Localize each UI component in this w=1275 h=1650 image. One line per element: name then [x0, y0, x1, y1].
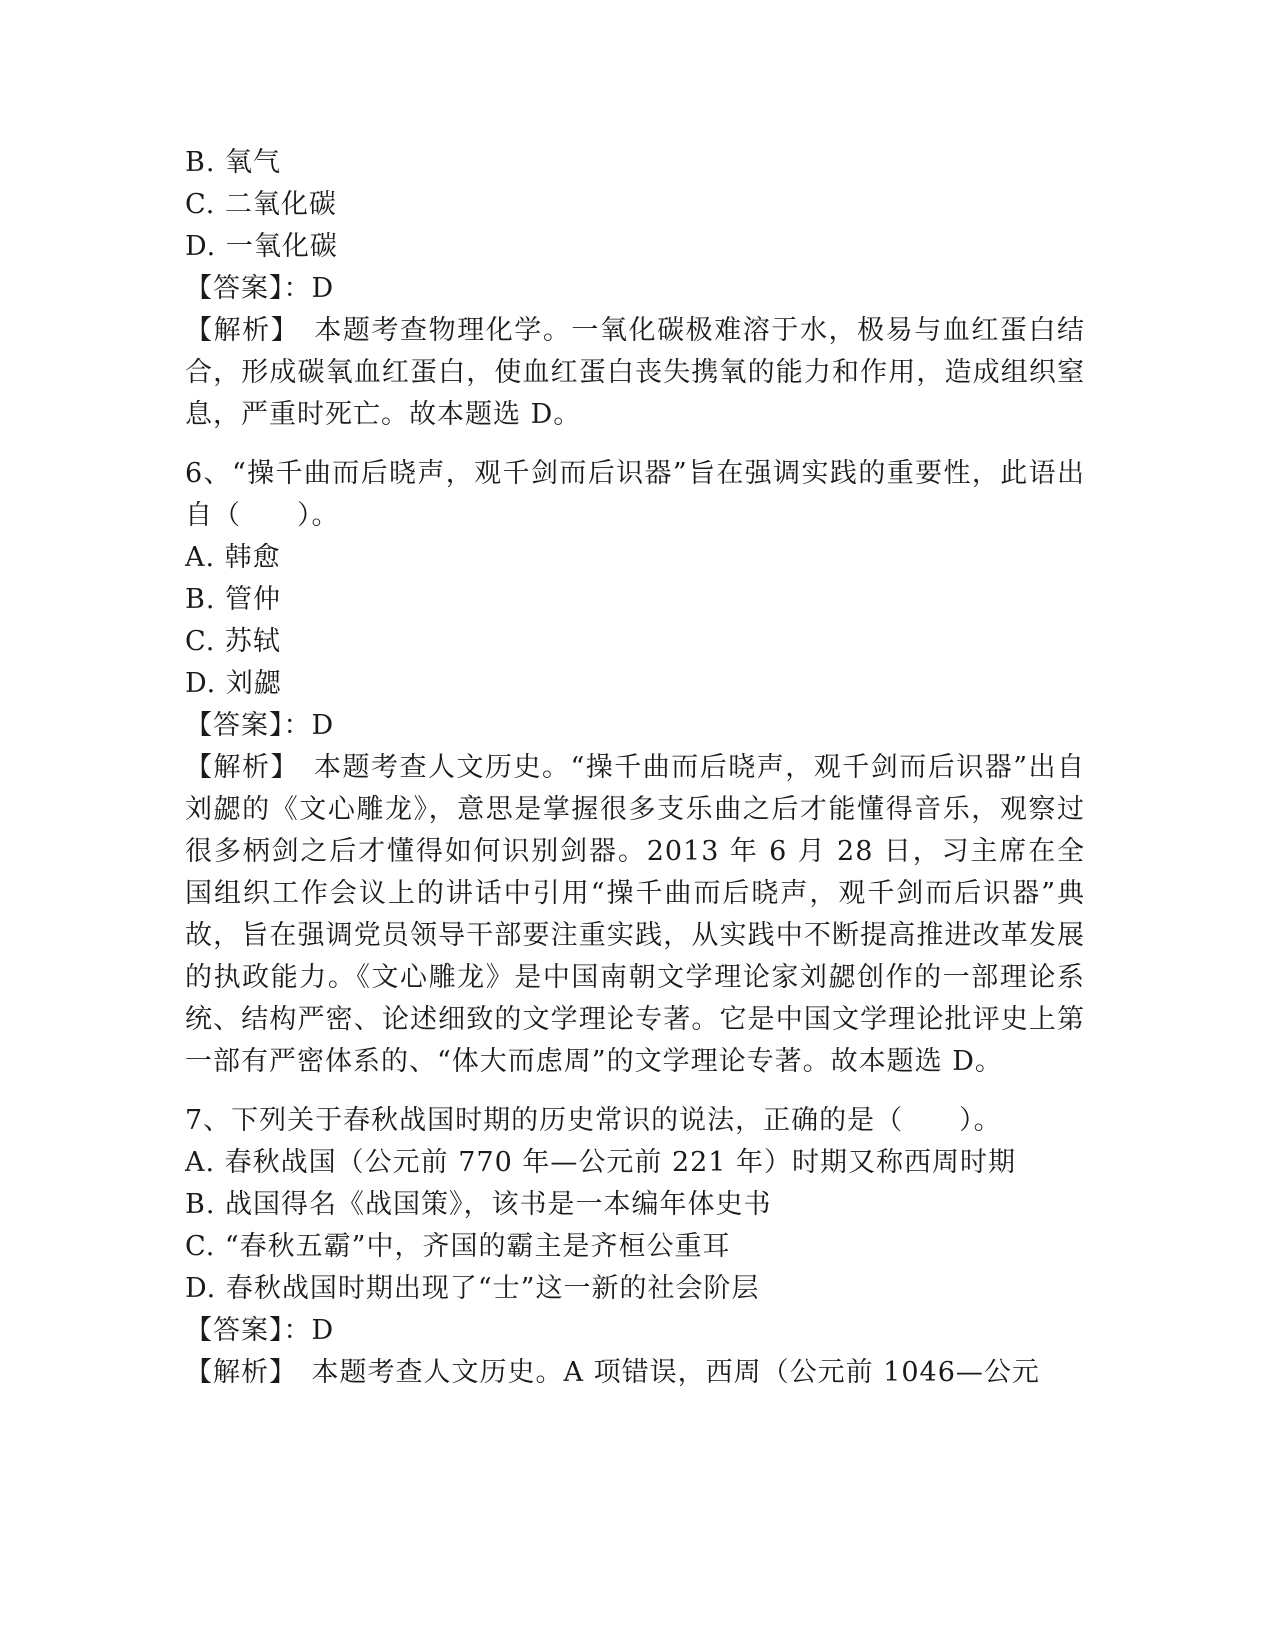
answer-separator: ：	[283, 710, 312, 741]
answer-label: 【答案】	[185, 1315, 284, 1346]
answer-line	[185, 1310, 1085, 1352]
analysis-paragraph	[185, 747, 1085, 1083]
option-a: A. 春秋战国（公元前 770 年—公元前 221 年）时期又称西周时期	[185, 1147, 1017, 1178]
analysis-text: 本题考查人文历史。“操千曲而后晓声，观千剑而后识器”出自刘勰的《文心雕龙》，意思是掌握很多支乐曲之后才能懂得音乐，观察过很多柄剑之后才懂得如何识别剑器。2013 年 6 月 28 日，习主席在全国组织工作会议上的讲话中引用“操千曲而后晓声，观千剑而后识器”典故，旨在强调党员领导干部要注重实践，从实践中不断提高推进改革发展的执政能力。《文心雕龙》是中国南朝文学理论家刘勰创作的一部理论系统、结构严密、论述细致的文学理论专著。它是中国文学理论批评史上第一部有严密体系的、“体大而虑周”的文学理论专著。故本题选 D。	[185, 752, 1086, 1077]
analysis-text: 本题考查物理化学。一氧化碳极难溶于水，极易与血红蛋白结合，形成碳氧血红蛋白，使血红蛋白丧失携氧的能力和作用，造成组织窒息，严重时死亡。故本题选 D。	[185, 315, 1086, 430]
analysis-label: 【解析】	[185, 752, 286, 783]
answer-line	[185, 268, 1085, 310]
question-stem: 6、“操千曲而后晓声，观千剑而后识器”旨在强调实践的重要性，此语出自（ ）。	[185, 458, 1085, 531]
analysis-paragraph	[185, 310, 1085, 436]
option-d: D. 春秋战国时期出现了“士”这一新的社会阶层	[185, 1273, 760, 1304]
answer-label: 【答案】	[185, 710, 284, 741]
option-b: B. 管仲	[185, 584, 282, 615]
option-a: A. 韩愈	[185, 542, 281, 573]
option-d: D. 一氧化碳	[185, 231, 338, 262]
question-5	[185, 142, 1085, 436]
option-b: B. 战国得名《战国策》，该书是一本编年体史书	[185, 1189, 772, 1220]
answer-separator: ：	[283, 273, 312, 304]
option-c: C. 二氧化碳	[185, 189, 337, 220]
answer-value: D	[311, 710, 335, 741]
option-d: D. 刘勰	[185, 668, 282, 699]
answer-value: D	[311, 273, 335, 304]
analysis-label: 【解析】	[185, 315, 286, 346]
answer-line	[185, 705, 1085, 747]
answer-label: 【答案】	[185, 273, 284, 304]
option-b: B. 氧气	[185, 147, 282, 178]
answer-value: D	[311, 1315, 335, 1346]
option-c: C. 苏轼	[185, 626, 281, 657]
analysis-text: 本题考查人文历史。A 项错误，西周（公元前 1046—公元	[311, 1357, 1040, 1388]
question-7	[185, 1100, 1085, 1394]
question-stem: 7、下列关于春秋战国时期的历史常识的说法，正确的是（ ）。	[185, 1105, 1002, 1136]
analysis-paragraph	[185, 1352, 1085, 1394]
document-page	[185, 142, 1085, 1394]
option-c: C. “春秋五霸”中，齐国的霸主是齐桓公重耳	[185, 1231, 731, 1262]
answer-separator: ：	[283, 1315, 312, 1346]
question-6	[185, 453, 1085, 1083]
analysis-label: 【解析】	[185, 1357, 284, 1388]
